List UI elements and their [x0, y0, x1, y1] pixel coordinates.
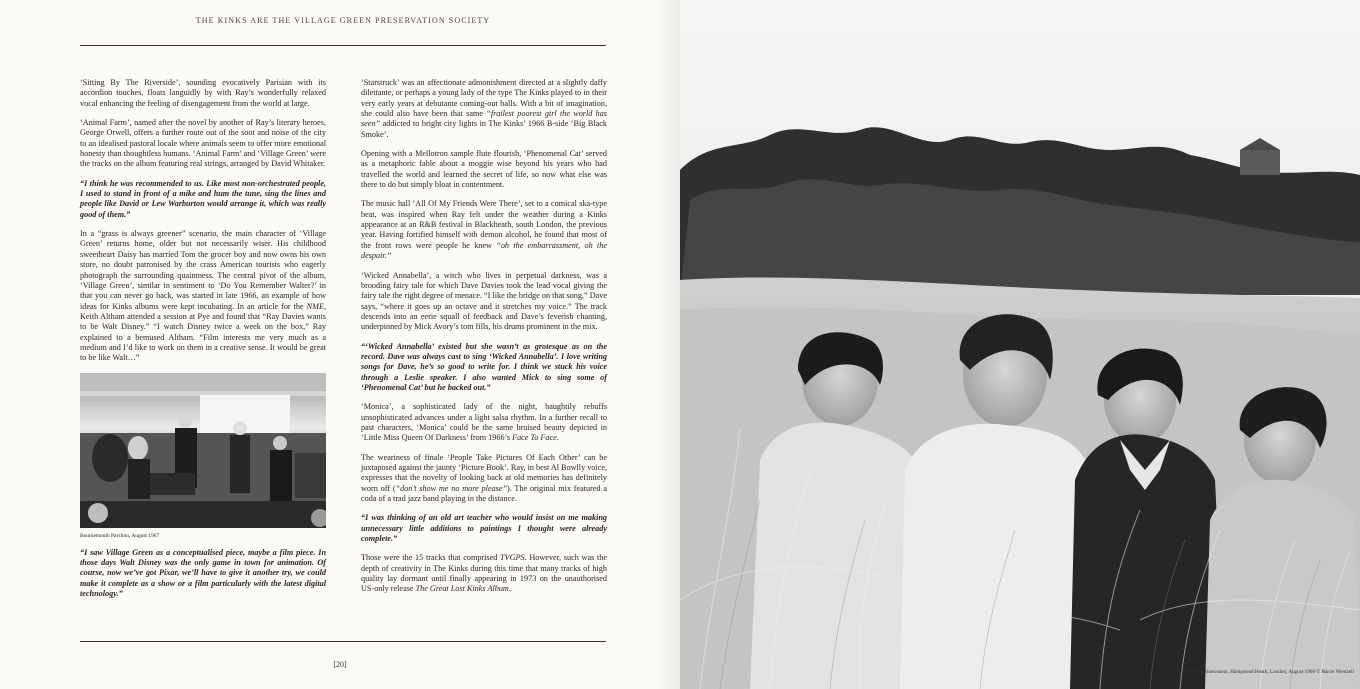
text-run: ‘Monica’, a sophisticated lady of the night, haughtily rebuffs unsophisticated advances under a light salsa rhythm. In a further recall to past characters, ‘Monica’ could be the same bruised beauty depicted in ‘Little Miss Queen Of Darkness’ from 1966’s [361, 402, 607, 443]
lyric-quote: “don’t show me no more please” [395, 483, 508, 493]
paragraph [361, 199, 607, 261]
lyric-quote: “oh the embarrassment, oh the despair.” [361, 240, 608, 261]
running-head: THE KINKS ARE THE VILLAGE GREEN PRESERVATION SOCIETY [195, 16, 491, 25]
text-run: ). The original mix featured a coda of a trad jazz band playing in the distance. [361, 483, 607, 504]
text-run: In a “grass is always greener” scenario, the main character of ‘Village Green’ returns home, older but not necessarily wiser. His childhood sweetheart Daisy has married Tom the grocer boy and now owns his own store, no doubt patronised by the crass American tourists who eagerly photograph the surrounding quaintness. The central pivot of the album, ‘Village Green’, similar in sentiment to ‘Do You Remember Walter?’ in that you can never go back, was started in late 1966, an example of how ideas for Kinks albums were kept incubating. In an article for the [80, 229, 326, 311]
paragraph [80, 229, 326, 363]
publication-title: NME [306, 301, 324, 311]
gutter-shadow [655, 0, 680, 689]
paragraph [361, 78, 607, 140]
paragraph [361, 553, 607, 594]
album-title: Face To Face [512, 433, 557, 443]
paragraph: ‘Animal Farm’, named after the novel by another of Ray’s literary heroes, George Orwell, offers a further route out of the soot and noise of the city to an idealised pastoral locale where animals seem to offer more emotional honesty than thoughtless humans. ‘Animal Farm’ and ‘Village Green’ were the tracks on the album featuring real strings, arranged by David Whitaker. [80, 118, 326, 169]
paragraph [361, 402, 607, 443]
footer-rule [80, 641, 606, 642]
photo-credit-text: photoshoot, Hampstead Heath, London, August 1968 © Barrie Wentzell [1203, 669, 1354, 675]
text-run: addicted to bright city lights in The Kinks’ 1966 B-side ‘Big Black Smoke’. [361, 119, 607, 139]
concert-photo-image [80, 373, 326, 528]
photo-credit-title: Village Green [1174, 669, 1204, 675]
photo-caption: Bournemouth Pavilion, August 1967 [80, 532, 160, 539]
photo-credit [1175, 669, 1354, 675]
paragraph: ‘Sitting By The Riverside’, sounding evocatively Parisian with its accordion touches, floats languidly by with Ray’s wonderfully relaxed vocal enhancing the feeling of disengagement from the world at large. [80, 78, 326, 108]
text-run: . However, such was the depth of creativity in The Kinks during this time that many tracks of high quality lay dormant until finally appearing in 1973 on the unauthorised US-only release [361, 553, 607, 594]
band-photo [680, 0, 1360, 689]
text-run: ‘Starstruck’ was an affectionate admonishment directed at a slightly daffy dilettante, or perhaps a young lady of the type The Kinks played to in their very early years at debutante coming-out balls. With a bit of imagination, she could also have been that same [361, 78, 607, 119]
text-run: Those were the 15 tracks that comprised [361, 553, 501, 563]
paragraph: ‘Wicked Annabella’, a witch who lives in perpetual darkness, was a brooding fairy tale for which Dave Davies took the lead vocal giving the fairy tale the right degree of menace. “I like the bridge on that song,” Dave says, “where it goes up an octave and it stretches my voice.” The track descends into an eerie squall of feedback and Dave’s feverish chanting, underpinned by Mick Avory’s tom fills, his drums prominent in the mix. [361, 270, 607, 332]
text-run: . [556, 433, 559, 443]
pull-quote: “I think he was recommended to us. Like most non-orchestrated people, I used to stand in front of a mike and hum the tune, sing the lines and people like David or Lew Warburton would arrange it, which was really good of them.” [80, 178, 326, 219]
album-title: The Great Lost Kinks Album [415, 584, 509, 594]
text-run: . [508, 584, 511, 594]
text-run: The weariness of finale ‘People Take Pictures Of Each Other’ can be juxtaposed against the jaunty ‘Picture Book’. Ray, in best Al Bowlly voice, expresses that the novelty of looking back at old memories has definitely worn off ( [361, 452, 607, 493]
right-column [361, 78, 607, 604]
paragraph [361, 453, 607, 505]
left-column [80, 78, 326, 608]
paragraph: Opening with a Mellotron sample flute flourish, ‘Phenomenal Cat’ served as a metaphoric fable about a moggie wise beyond his years who had travelled the world and learned the secret of life, so now what else was there to do but simply bloat in contentment. [361, 149, 607, 190]
right-page [680, 0, 1360, 689]
pull-quote: “I saw Village Green as a conceptualised piece, maybe a film piece. In those days Walt Disney was the only game in town for animation. Of course, now we’ve got Pixar, we’ll have to give it another try, we could make it complete as a show or a film particularly with the latest digital technology.” [80, 547, 326, 598]
concert-photo [80, 373, 326, 528]
page-number: [20] [333, 660, 347, 669]
album-title: TVGPS [500, 553, 525, 563]
header-rule [80, 45, 606, 46]
pull-quote: “‘Wicked Annabella’ existed but she wasn’t as grotesque as on the record. Dave was always cast to sing ‘Wicked Annabella’. I love writing songs for Dave, he’s so good to write for. I think we stuck his voice through a Leslie speaker. I also wanted Mick to sing some of ‘Phenomenal Cat’ but he backed out.” [361, 341, 607, 392]
lyric-quote: “frailest poorest girl the world has seen” [361, 109, 607, 129]
text-run: The music hall ‘All Of My Friends Were There’, set to a comical ska-type beat, was inspired when Ray felt under the weather during a Kinks appearance at an R&B festival in Blackheath, south London, the previous year. Having fortified himself with demon alcohol, he found that most of the front rows were people he knew [361, 199, 607, 250]
pull-quote: “I was thinking of an old art teacher who would insist on me making unnecessary little additions to paintings I thought were already complete.” [361, 513, 607, 544]
text-run: , Keith Altham attended a session at Pye and found that “Ray Davies wants to be Walt Disney.” “I watch Disney twice a week on the box,” Ray explained to a bemused Altham. “Film interests me very much as a medium and I’d like to work on them in a creative sense. It would be great to be like Walt…” [80, 301, 326, 363]
